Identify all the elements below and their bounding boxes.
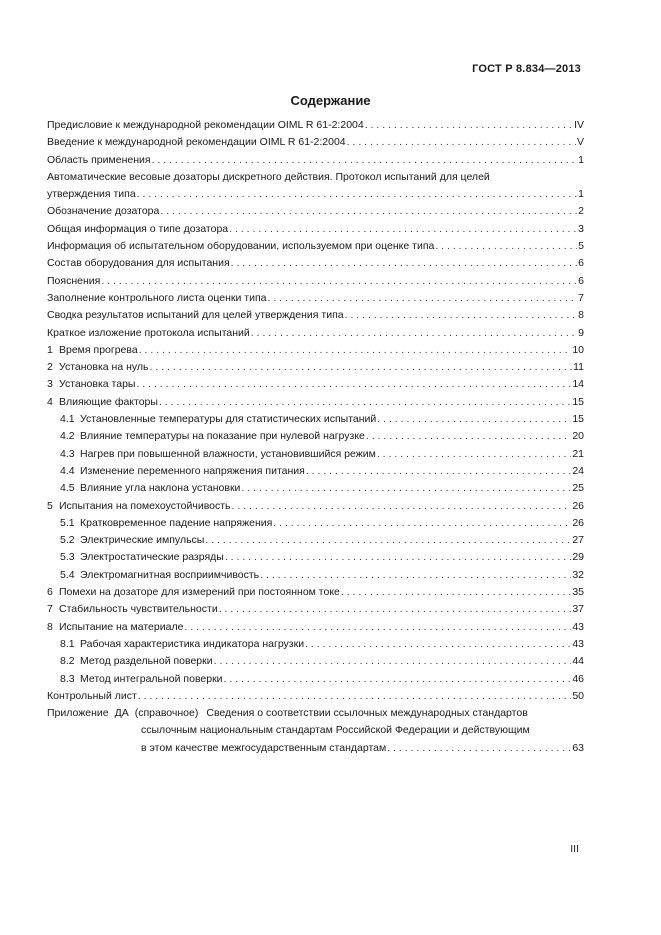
toc-entry-page: 25 [572, 482, 584, 495]
toc-entry-number: 2 [47, 361, 53, 374]
toc-entry-page: 5 [578, 240, 584, 253]
toc-entry-title: Информация об испытательном оборудовании, используемом при оценке типа [47, 240, 435, 253]
dot-leader [341, 584, 571, 601]
toc-entry-title: Изменение переменного напряжения питания [80, 464, 305, 477]
toc-entry[interactable] [47, 688, 584, 705]
toc-entry-title: Сводка результатов испытаний для целей утверждения типа [47, 309, 344, 322]
dot-leader [251, 325, 577, 342]
toc-entry[interactable] [47, 428, 584, 445]
toc-entry[interactable] [47, 584, 584, 601]
appendix-title-line3: в этом качестве межгосударственным стандартам [141, 741, 387, 754]
toc-entry-number: 8 [47, 620, 53, 633]
table-of-contents [47, 117, 584, 757]
dot-leader [306, 463, 571, 480]
toc-entry-number: 4.4 [60, 464, 75, 477]
standard-id: ГОСТ Р 8.834—2013 [472, 63, 581, 75]
toc-entry-page: 24 [572, 464, 584, 477]
toc-entry[interactable] [47, 376, 584, 393]
dot-leader [159, 394, 571, 411]
dot-leader [305, 636, 571, 653]
toc-entry-title: Обозначение дозатора [47, 205, 160, 218]
appendix-title-line3-row[interactable] [47, 740, 584, 757]
dot-leader [366, 428, 571, 445]
toc-entry-page: 21 [572, 447, 584, 460]
appendix-title-line1: Сведения о соответствии ссылочных международных стандартов [206, 707, 528, 720]
appendix-id: ДА [114, 707, 129, 720]
toc-entry-title: Помехи на дозаторе для измерений при постоянном токе [59, 586, 340, 599]
toc-entry-page: 20 [572, 430, 584, 443]
toc-entry-number: 3 [47, 378, 53, 391]
dot-leader [150, 359, 573, 376]
toc-entry[interactable] [47, 186, 584, 203]
toc-entry-number: 5 [47, 499, 53, 512]
toc-entry[interactable] [47, 532, 584, 549]
toc-entry[interactable] [47, 255, 584, 272]
toc-entry[interactable] [47, 601, 584, 618]
toc-entry-title: Предисловие к международной рекомендации OIML R 61-2:2004 [47, 119, 364, 131]
toc-entry[interactable] [47, 394, 584, 411]
toc-entry[interactable] [47, 515, 584, 532]
dot-leader [241, 480, 571, 497]
toc-entry[interactable] [47, 342, 584, 359]
toc-entry-page: 7 [578, 291, 584, 304]
toc-entry-number: 4.5 [60, 482, 75, 495]
appendix-page: 63 [572, 741, 584, 754]
toc-entry-title: Нагрев при повышенной влажности, установившийся режим [80, 447, 376, 460]
toc-entry-page: 43 [572, 637, 584, 650]
toc-entry[interactable] [47, 117, 584, 134]
dot-leader [224, 671, 572, 688]
dot-leader [152, 152, 578, 169]
toc-entry[interactable] [47, 325, 584, 342]
toc-entry-title: Стабильность чувствительности [59, 603, 218, 616]
toc-entry-number: 1 [47, 343, 53, 356]
dot-leader [231, 255, 578, 272]
page-number: III [570, 843, 579, 855]
toc-entry-number: 4.1 [60, 413, 75, 426]
toc-entry-title: Общая информация о типе дозатора [47, 222, 229, 235]
toc-entry-title: Установленные температуры для статистических испытаний [80, 413, 377, 426]
appendix-label: Приложение [47, 707, 109, 720]
appendix-kind: (справочное) [134, 707, 199, 720]
toc-entry-title: Электрические импульсы [80, 534, 205, 547]
toc-entry-title: Метод интегральной поверки [80, 672, 223, 685]
toc-entry-page: 1 [578, 153, 584, 166]
toc-entry[interactable] [47, 463, 584, 480]
toc-entry-page: 26 [572, 516, 584, 529]
dot-leader [273, 515, 571, 532]
toc-entry-title: Влияющие факторы [59, 395, 158, 408]
toc-entry-title: Состав оборудования для испытания [47, 257, 230, 270]
dot-leader [139, 342, 572, 359]
toc-entry[interactable] [47, 480, 584, 497]
dot-leader [232, 498, 572, 515]
toc-entry-title: Электромагнитная восприимчивость [80, 568, 260, 581]
dot-leader [377, 411, 571, 428]
toc-entry-number: 6 [47, 586, 53, 599]
toc-entry[interactable] [47, 549, 584, 566]
toc-entry-number: 8.3 [60, 672, 75, 685]
toc-entry-title: Кратковременное падение напряжения [80, 516, 273, 529]
toc-entry-page: 6 [578, 274, 584, 287]
toc-entry-page: 1 [578, 188, 584, 201]
toc-entry-page: 46 [572, 672, 584, 685]
toc-entry-page: 9 [578, 326, 584, 339]
dot-leader [184, 619, 571, 636]
dot-leader [347, 134, 576, 151]
dot-leader [160, 203, 577, 220]
toc-entry-page: 14 [572, 378, 584, 391]
toc-entry[interactable] [47, 619, 584, 636]
toc-entry-title: Влияние температуры на показание при нулевой нагрузке [80, 430, 365, 443]
toc-entry-number: 8.2 [60, 655, 75, 668]
toc-entry-number: 5.2 [60, 534, 75, 547]
dot-leader [387, 740, 571, 757]
toc-entry[interactable] [47, 446, 584, 463]
toc-entry[interactable] [47, 636, 584, 653]
toc-entry-title: Краткое изложение протокола испытаний [47, 326, 250, 339]
toc-entry[interactable] [47, 273, 584, 290]
toc-entry[interactable] [47, 134, 584, 151]
toc-entry-page: 11 [573, 361, 584, 374]
dot-leader [229, 221, 577, 238]
toc-entry-page: 43 [572, 620, 584, 633]
toc-entry-page: 50 [572, 689, 584, 702]
toc-entry-title: Испытания на помехоустойчивость [59, 499, 231, 512]
toc-entry-title: Влияние угла наклона установки [80, 482, 241, 495]
dot-leader [101, 273, 577, 290]
toc-entry-number: 8.1 [60, 637, 75, 650]
dot-leader [205, 532, 571, 549]
toc-entry[interactable] [47, 411, 584, 428]
toc-entry-title: Рабочая характеристика индикатора нагрузки [80, 637, 305, 650]
toc-title: Содержание [290, 93, 371, 108]
toc-entry-page: 27 [572, 534, 584, 547]
dot-leader [365, 117, 573, 134]
appendix-entry[interactable] [47, 705, 584, 722]
toc-entry-title: утверждения типа [47, 188, 136, 201]
toc-entry[interactable] [47, 498, 584, 515]
toc-entry-page: 32 [572, 568, 584, 581]
toc-entry-title: Установка тары [59, 378, 136, 391]
toc-entry-title: Введение к международной рекомендации OIML R 61-2:2004 [47, 136, 346, 149]
toc-entry[interactable] [47, 567, 584, 584]
dot-leader [225, 549, 571, 566]
toc-entry[interactable] [47, 203, 584, 220]
toc-entry[interactable] [47, 671, 584, 688]
toc-entry[interactable] [47, 359, 584, 376]
toc-entry-page: 6 [578, 257, 584, 270]
toc-entry[interactable] [47, 238, 584, 255]
toc-entry-page: 44 [572, 655, 584, 668]
toc-entry[interactable] [47, 290, 584, 307]
toc-entry[interactable] [47, 152, 584, 169]
dot-leader [260, 567, 571, 584]
toc-entry-page: 29 [572, 551, 584, 564]
toc-entry-page: V [576, 136, 584, 149]
toc-entry-page: 15 [572, 395, 584, 408]
toc-entry-title: Пояснения [47, 274, 101, 287]
toc-entry-number: 4.3 [60, 447, 75, 460]
dot-leader [377, 446, 571, 463]
toc-entry-page: 3 [578, 222, 584, 235]
toc-entry-page: 15 [572, 413, 584, 426]
toc-entry-title: Время прогрева [59, 343, 138, 356]
dot-leader [214, 653, 572, 670]
dot-leader [219, 601, 572, 618]
toc-entry-title: Испытание на материале [59, 620, 184, 633]
appendix-title-line2: ссылочным национальным стандартам Российской Федерации и действующим [141, 724, 530, 737]
dot-leader [435, 238, 577, 255]
toc-entry-title: Область применения [47, 153, 151, 166]
toc-entry-title: Электростатические разряды [80, 551, 224, 564]
dot-leader [345, 307, 578, 324]
dot-leader [136, 376, 571, 393]
toc-entry-title: Установка на нуль [59, 361, 149, 374]
dot-leader [138, 688, 572, 705]
toc-entry-page: IV [574, 119, 584, 131]
toc-entry-title: Контрольный лист [47, 689, 137, 702]
toc-entry-page: 10 [572, 343, 584, 356]
toc-entry-title: Заполнение контрольного листа оценки типа [47, 291, 267, 304]
toc-entry-page: 2 [578, 205, 584, 218]
toc-entry-page: 35 [572, 586, 584, 599]
toc-entry[interactable] [47, 653, 584, 670]
toc-entry-number: 5.4 [60, 568, 75, 581]
toc-entry-number: 7 [47, 603, 53, 616]
dot-leader [137, 186, 578, 203]
dot-leader [268, 290, 578, 307]
toc-entry-title: Метод раздельной поверки [80, 655, 213, 668]
toc-entry-page: 37 [572, 603, 584, 616]
toc-entry-page: 8 [578, 309, 584, 322]
toc-entry-page: 26 [572, 499, 584, 512]
toc-entry-number: 5.1 [60, 516, 75, 529]
toc-entry-number: 4.2 [60, 430, 75, 443]
toc-entry-prefix-line: Автоматические весовые дозаторы дискретного действия. Протокол испытаний для целей [47, 170, 490, 183]
toc-entry-number: 4 [47, 395, 53, 408]
toc-entry[interactable] [47, 221, 584, 238]
toc-entry[interactable] [47, 307, 584, 324]
toc-entry-number: 5.3 [60, 551, 75, 564]
